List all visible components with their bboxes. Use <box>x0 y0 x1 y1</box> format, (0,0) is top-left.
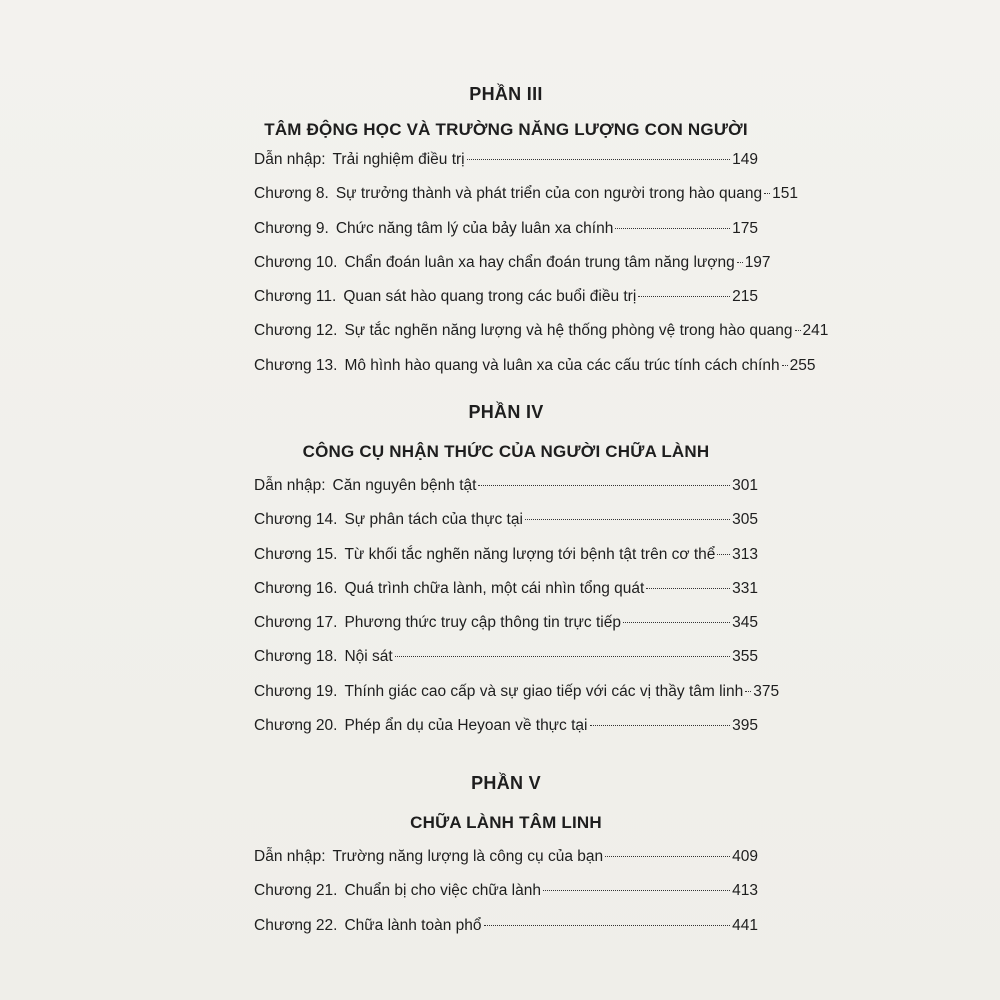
entry-label: Dẫn nhập: <box>254 477 326 494</box>
toc-entry <box>254 288 758 322</box>
dot-leader <box>467 159 731 160</box>
dot-leader <box>484 925 731 926</box>
part-title: PHẦN V <box>471 773 541 793</box>
toc-entry <box>254 477 758 511</box>
entry-title: Mô hình hào quang và luân xa của các cấu trúc tính cách chính <box>344 356 780 374</box>
entry-page-number: 313 <box>732 545 758 563</box>
entry-label: Chương 15. <box>254 545 338 563</box>
toc-entry <box>254 322 829 356</box>
entry-page-number: 215 <box>732 288 758 306</box>
entry-title: Từ khối tắc nghẽn năng lượng tới bệnh tật trên cơ thể <box>344 545 716 563</box>
entry-title: Phương thức truy cập thông tin trực tiếp <box>344 614 621 632</box>
entry-title: Sự tắc nghẽn năng lượng và hệ thống phòng vệ trong hào quang <box>344 322 793 340</box>
entry-page-number: 413 <box>732 882 758 900</box>
dot-leader <box>590 725 731 726</box>
toc-entry <box>254 220 758 254</box>
dot-leader <box>795 330 801 331</box>
entry-title: Chẩn đoán luân xa hay chẩn đoán trung tâm năng lượng <box>344 253 735 271</box>
entry-page-number: 395 <box>732 717 758 735</box>
entry-label: Chương 9. <box>254 219 329 237</box>
entry-label: Chương 17. <box>254 614 338 632</box>
toc-entry <box>254 917 758 951</box>
dot-leader <box>395 656 730 657</box>
part-4-section <box>254 401 780 751</box>
entry-page-number: 375 <box>753 682 780 700</box>
toc-entry <box>254 511 758 545</box>
entry-page-number: 441 <box>732 916 758 934</box>
entry-label: Chương 11. <box>254 288 337 306</box>
dot-leader <box>605 856 730 857</box>
entry-label: Chương 21. <box>254 882 338 900</box>
toc-entry <box>254 717 758 751</box>
toc-entry <box>254 546 758 580</box>
entry-label: Chương 8. <box>254 185 329 203</box>
entry-page-number: 175 <box>732 219 758 237</box>
entry-title: Căn nguyên bệnh tật <box>332 477 477 494</box>
entry-label: Dẫn nhập: <box>254 848 326 865</box>
dot-leader <box>615 228 730 229</box>
entry-page-number: 301 <box>732 477 758 494</box>
toc-list <box>254 477 780 751</box>
entry-title: Phép ẩn dụ của Heyoan về thực tại <box>344 717 588 735</box>
entry-page-number: 151 <box>772 185 799 203</box>
dot-leader <box>638 296 730 297</box>
entry-title: Chức năng tâm lý của bảy luân xa chính <box>335 219 614 237</box>
part-subtitle: CHỮA LÀNH TÂM LINH <box>410 813 602 832</box>
toc-entry <box>254 151 758 185</box>
entry-label: Chương 13. <box>254 356 338 374</box>
entry-page-number: 197 <box>744 253 771 271</box>
part-title: PHẦN III <box>469 84 543 104</box>
toc-entry <box>254 185 799 219</box>
entry-label: Dẫn nhập: <box>254 151 326 168</box>
part-5-section <box>254 772 758 951</box>
entry-label: Chương 18. <box>254 648 338 666</box>
entry-page-number: 355 <box>732 648 758 666</box>
toc-entry <box>254 253 771 288</box>
entry-label: Chương 16. <box>254 579 338 597</box>
toc-entry <box>254 682 780 717</box>
part-title: PHẦN IV <box>468 402 544 422</box>
dot-leader <box>745 691 751 692</box>
toc-entry <box>254 882 758 916</box>
entry-title: Chuẩn bị cho việc chữa lành <box>344 882 541 900</box>
dot-leader <box>543 890 730 891</box>
dot-leader <box>478 485 730 486</box>
entry-page-number: 409 <box>732 848 758 865</box>
dot-leader <box>623 622 730 623</box>
entry-title: Quan sát hào quang trong các buổi điều trị <box>343 288 637 306</box>
toc-entry <box>254 848 758 882</box>
part-subtitle: TÂM ĐỘNG HỌC VÀ TRƯỜNG NĂNG LƯỢNG CON NGƯỜI <box>264 120 748 139</box>
dot-leader <box>782 365 788 366</box>
part-3-section <box>254 83 829 391</box>
entry-page-number: 149 <box>732 151 758 168</box>
entry-title: Quá trình chữa lành, một cái nhìn tổng quát <box>344 579 645 597</box>
dot-leader <box>717 554 730 555</box>
entry-page-number: 305 <box>732 511 758 529</box>
toc-entry <box>254 356 816 391</box>
entry-title: Sự trưởng thành và phát triển của con người trong hào quang <box>335 185 763 203</box>
entry-page-number: 255 <box>789 356 816 374</box>
entry-title: Sự phân tách của thực tại <box>344 511 523 529</box>
entry-label: Chương 12. <box>254 322 338 340</box>
toc-list <box>254 848 758 951</box>
dot-leader <box>737 262 743 263</box>
dot-leader <box>525 519 730 520</box>
toc-entry <box>254 614 758 648</box>
entry-title: Thính giác cao cấp và sự giao tiếp với các vị thầy tâm linh <box>344 682 744 700</box>
entry-title: Trường năng lượng là công cụ của bạn <box>332 848 604 865</box>
entry-label: Chương 20. <box>254 717 338 735</box>
toc-entry <box>254 580 758 614</box>
entry-page-number: 331 <box>732 579 758 597</box>
entry-title: Trải nghiệm điều trị <box>332 151 465 168</box>
entry-label: Chương 22. <box>254 916 338 934</box>
entry-label: Chương 19. <box>254 682 338 700</box>
toc-list <box>254 151 829 391</box>
toc-entry <box>254 648 758 682</box>
entry-label: Chương 10. <box>254 253 338 271</box>
dot-leader <box>646 588 730 589</box>
entry-label: Chương 14. <box>254 511 338 529</box>
entry-title: Chữa lành toàn phổ <box>344 916 482 934</box>
entry-title: Nội sát <box>344 648 393 666</box>
entry-page-number: 241 <box>802 322 829 340</box>
part-subtitle: CÔNG CỤ NHẬN THỨC CỦA NGƯỜI CHỮA LÀNH <box>302 442 710 461</box>
entry-page-number: 345 <box>732 614 758 632</box>
dot-leader <box>764 193 770 194</box>
